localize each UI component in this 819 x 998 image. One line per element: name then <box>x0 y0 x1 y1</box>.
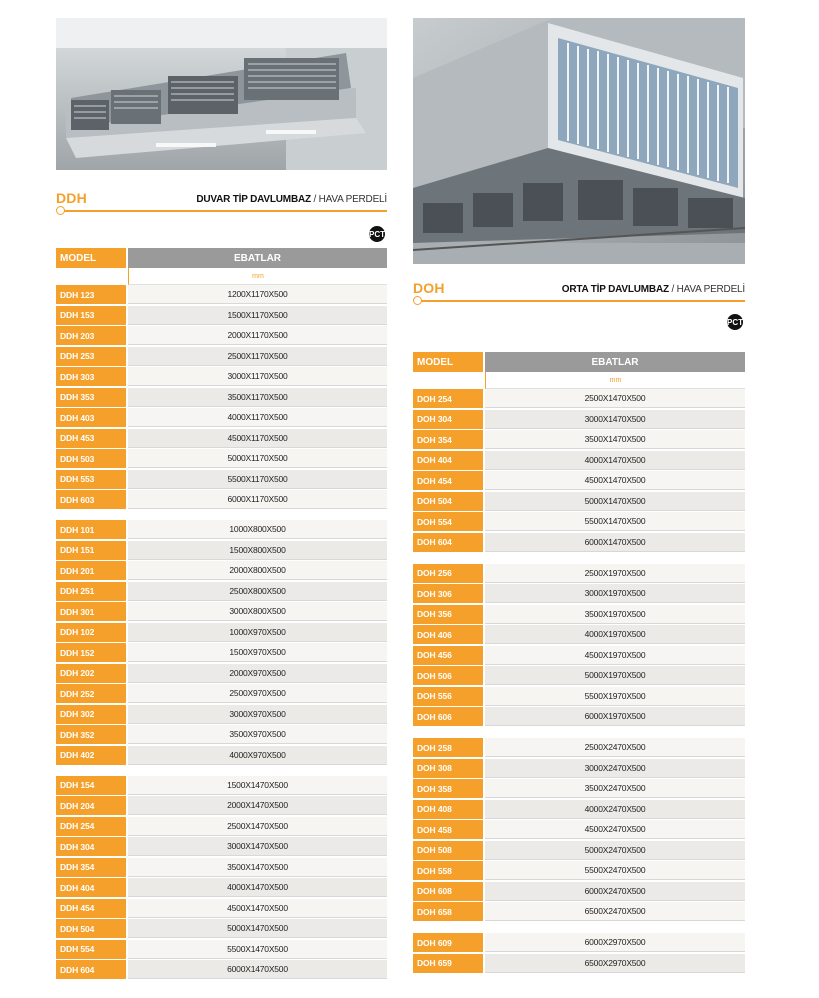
model-cell: DDH 553 <box>56 470 126 489</box>
row-group <box>413 389 745 552</box>
table-row <box>56 561 387 580</box>
section-rule <box>419 300 745 302</box>
model-column-header: MODEL <box>56 248 126 268</box>
model-cell: DDH 353 <box>56 388 126 407</box>
size-cell: 2000X1470X500 <box>128 796 387 815</box>
table-row <box>56 705 387 724</box>
model-cell: DOH 658 <box>413 902 483 921</box>
table-row <box>413 933 745 952</box>
size-cell: 4000X1470X500 <box>128 878 387 897</box>
size-cell: 6000X2470X500 <box>485 882 745 901</box>
table-row <box>413 687 745 706</box>
ddh-section-header <box>56 190 387 220</box>
size-cell: 6000X1470X500 <box>485 533 745 552</box>
size-cell: 3500X2470X500 <box>485 779 745 798</box>
table-row <box>56 541 387 560</box>
table-header <box>56 248 387 268</box>
table-row <box>413 882 745 901</box>
row-group <box>413 738 745 921</box>
table-row <box>413 820 745 839</box>
size-cell: 5500X1470X500 <box>485 512 745 531</box>
table-row <box>413 512 745 531</box>
table-row <box>413 902 745 921</box>
model-cell: DDH 102 <box>56 623 126 642</box>
model-cell: DOH 354 <box>413 430 483 449</box>
table-row <box>413 533 745 552</box>
size-cell: 4500X1970X500 <box>485 646 745 665</box>
table-row <box>56 899 387 918</box>
table-row <box>413 954 745 973</box>
table-row <box>56 520 387 539</box>
model-cell: DOH 408 <box>413 800 483 819</box>
unit-row <box>413 372 745 389</box>
model-cell: DOH 604 <box>413 533 483 552</box>
model-cell: DDH 352 <box>56 725 126 744</box>
model-cell: DDH 251 <box>56 582 126 601</box>
model-cell: DOH 356 <box>413 605 483 624</box>
size-cell: 3500X1470X500 <box>128 858 387 877</box>
size-column-header: EBATLAR <box>485 352 745 372</box>
model-cell: DDH 101 <box>56 520 126 539</box>
model-cell: DOH 458 <box>413 820 483 839</box>
model-cell: DDH 154 <box>56 776 126 795</box>
size-cell: 2000X1170X500 <box>128 326 387 345</box>
table-row <box>413 625 745 644</box>
table-row <box>413 451 745 470</box>
table-row <box>413 410 745 429</box>
model-cell: DDH 254 <box>56 817 126 836</box>
size-cell: 6000X1970X500 <box>485 707 745 726</box>
size-cell: 1000X800X500 <box>128 520 387 539</box>
model-cell: DOH 659 <box>413 954 483 973</box>
size-cell: 5000X1470X500 <box>485 492 745 511</box>
table-row <box>56 878 387 897</box>
model-cell: DDH 303 <box>56 367 126 386</box>
size-cell: 2500X1470X500 <box>485 389 745 408</box>
model-cell: DDH 402 <box>56 746 126 765</box>
size-cell: 1500X970X500 <box>128 643 387 662</box>
model-cell: DOH 508 <box>413 841 483 860</box>
table-row <box>56 746 387 765</box>
model-cell: DDH 123 <box>56 285 126 304</box>
table-row <box>413 759 745 778</box>
size-cell: 3000X970X500 <box>128 705 387 724</box>
row-group <box>56 285 387 509</box>
model-cell: DDH 554 <box>56 940 126 959</box>
row-group <box>413 564 745 727</box>
table-row <box>413 430 745 449</box>
table-row <box>56 449 387 468</box>
model-cell: DOH 358 <box>413 779 483 798</box>
table-row <box>56 940 387 959</box>
model-cell: DOH 456 <box>413 646 483 665</box>
model-cell: DDH 503 <box>56 449 126 468</box>
model-cell: DDH 253 <box>56 347 126 366</box>
model-cell: DDH 204 <box>56 796 126 815</box>
wall-hood-photo <box>56 18 387 170</box>
unit-label: mm <box>485 372 745 389</box>
size-cell: 1500X800X500 <box>128 541 387 560</box>
size-cell: 5000X1970X500 <box>485 666 745 685</box>
model-cell: DOH 608 <box>413 882 483 901</box>
size-cell: 2500X800X500 <box>128 582 387 601</box>
size-cell: 3500X970X500 <box>128 725 387 744</box>
table-row <box>413 800 745 819</box>
center-hood-photo <box>413 18 745 264</box>
model-cell: DDH 504 <box>56 919 126 938</box>
section-code: DOH <box>413 280 445 296</box>
table-row <box>413 605 745 624</box>
section-dot <box>413 296 422 305</box>
size-cell: 1500X1170X500 <box>128 306 387 325</box>
size-cell: 3500X1470X500 <box>485 430 745 449</box>
size-cell: 1500X1470X500 <box>128 776 387 795</box>
size-cell: 5500X1470X500 <box>128 940 387 959</box>
size-cell: 2500X970X500 <box>128 684 387 703</box>
doh-section-header <box>413 280 745 310</box>
model-cell: DOH 304 <box>413 410 483 429</box>
model-cell: DOH 506 <box>413 666 483 685</box>
section-dot <box>56 206 65 215</box>
size-cell: 1200X1170X500 <box>128 285 387 304</box>
table-row <box>56 306 387 325</box>
size-cell: 2500X1470X500 <box>128 817 387 836</box>
table-row <box>56 367 387 386</box>
model-cell: DOH 556 <box>413 687 483 706</box>
size-cell: 2000X800X500 <box>128 561 387 580</box>
model-cell: DOH 306 <box>413 584 483 603</box>
model-cell: DOH 254 <box>413 389 483 408</box>
model-cell: DOH 308 <box>413 759 483 778</box>
table-row <box>56 919 387 938</box>
size-cell: 3000X1470X500 <box>485 410 745 429</box>
table-row <box>56 960 387 979</box>
size-cell: 3000X800X500 <box>128 602 387 621</box>
size-cell: 4000X1470X500 <box>485 451 745 470</box>
size-cell: 1000X970X500 <box>128 623 387 642</box>
table-row <box>56 388 387 407</box>
size-cell: 5000X1170X500 <box>128 449 387 468</box>
size-column-header: EBATLAR <box>128 248 387 268</box>
size-cell: 3000X1470X500 <box>128 837 387 856</box>
model-cell: DDH 153 <box>56 306 126 325</box>
model-cell: DDH 302 <box>56 705 126 724</box>
size-cell: 6000X1470X500 <box>128 960 387 979</box>
size-cell: 2000X970X500 <box>128 664 387 683</box>
model-cell: DOH 606 <box>413 707 483 726</box>
size-cell: 4500X2470X500 <box>485 820 745 839</box>
model-cell: DOH 554 <box>413 512 483 531</box>
model-cell: DDH 151 <box>56 541 126 560</box>
model-cell: DDH 202 <box>56 664 126 683</box>
size-cell: 2500X1170X500 <box>128 347 387 366</box>
unit-row <box>56 268 387 285</box>
row-group <box>56 776 387 980</box>
size-cell: 2500X1970X500 <box>485 564 745 583</box>
table-row <box>56 817 387 836</box>
model-column-header: MODEL <box>413 352 483 372</box>
size-cell: 3500X1970X500 <box>485 605 745 624</box>
row-group <box>56 520 387 765</box>
table-row <box>413 492 745 511</box>
table-row <box>413 584 745 603</box>
table-row <box>413 666 745 685</box>
doh-size-table <box>413 352 745 974</box>
section-code: DDH <box>56 190 87 206</box>
model-cell: DDH 152 <box>56 643 126 662</box>
table-row <box>413 646 745 665</box>
table-row <box>56 582 387 601</box>
size-cell: 3000X2470X500 <box>485 759 745 778</box>
size-cell: 4500X1170X500 <box>128 429 387 448</box>
size-cell: 5000X2470X500 <box>485 841 745 860</box>
model-cell: DOH 558 <box>413 861 483 880</box>
size-cell: 4000X1170X500 <box>128 408 387 427</box>
model-cell: DDH 252 <box>56 684 126 703</box>
table-row <box>413 779 745 798</box>
table-row <box>56 776 387 795</box>
section-title: DUVAR TİP DAVLUMBAZ / HAVA PERDELİ <box>196 194 387 205</box>
ddh-size-table <box>56 248 387 981</box>
table-row <box>56 602 387 621</box>
model-cell: DDH 201 <box>56 561 126 580</box>
model-cell: DDH 403 <box>56 408 126 427</box>
table-row <box>413 841 745 860</box>
size-cell: 3500X1170X500 <box>128 388 387 407</box>
table-row <box>56 837 387 856</box>
section-title: ORTA TİP DAVLUMBAZ / HAVA PERDELİ <box>561 284 745 295</box>
model-cell: DDH 304 <box>56 837 126 856</box>
size-cell: 6500X2970X500 <box>485 954 745 973</box>
model-cell: DOH 504 <box>413 492 483 511</box>
model-cell: DDH 454 <box>56 899 126 918</box>
size-cell: 4500X1470X500 <box>485 471 745 490</box>
size-cell: 5500X1170X500 <box>128 470 387 489</box>
model-cell: DOH 404 <box>413 451 483 470</box>
table-row <box>413 564 745 583</box>
table-row <box>56 408 387 427</box>
size-cell: 4000X1970X500 <box>485 625 745 644</box>
table-row <box>56 725 387 744</box>
size-cell: 3000X1970X500 <box>485 584 745 603</box>
size-cell: 4000X970X500 <box>128 746 387 765</box>
size-cell: 3000X1170X500 <box>128 367 387 386</box>
table-row <box>56 326 387 345</box>
table-row <box>56 643 387 662</box>
model-cell: DDH 203 <box>56 326 126 345</box>
model-cell: DOH 454 <box>413 471 483 490</box>
table-row <box>413 707 745 726</box>
table-row <box>413 389 745 408</box>
size-cell: 6000X2970X500 <box>485 933 745 952</box>
size-cell: 5500X1970X500 <box>485 687 745 706</box>
size-cell: 5000X1470X500 <box>128 919 387 938</box>
table-header <box>413 352 745 372</box>
model-cell: DDH 301 <box>56 602 126 621</box>
model-cell: DDH 453 <box>56 429 126 448</box>
table-row <box>56 470 387 489</box>
model-cell: DDH 604 <box>56 960 126 979</box>
table-row <box>56 429 387 448</box>
size-cell: 4000X2470X500 <box>485 800 745 819</box>
table-row <box>413 471 745 490</box>
size-cell: 6500X2470X500 <box>485 902 745 921</box>
table-row <box>56 347 387 366</box>
table-row <box>56 285 387 304</box>
model-cell: DDH 404 <box>56 878 126 897</box>
model-cell: DOH 256 <box>413 564 483 583</box>
model-cell: DOH 609 <box>413 933 483 952</box>
model-cell: DOH 258 <box>413 738 483 757</box>
unit-label: mm <box>128 268 387 285</box>
section-rule <box>62 210 387 212</box>
size-cell: 5500X2470X500 <box>485 861 745 880</box>
row-group <box>413 933 745 973</box>
model-cell: DOH 406 <box>413 625 483 644</box>
table-row <box>56 623 387 642</box>
size-cell: 4500X1470X500 <box>128 899 387 918</box>
table-row <box>56 858 387 877</box>
table-row <box>56 490 387 509</box>
table-row <box>413 738 745 757</box>
pct-cert-icon: PCT <box>727 314 743 330</box>
table-row <box>413 861 745 880</box>
model-cell: DDH 603 <box>56 490 126 509</box>
size-cell: 2500X2470X500 <box>485 738 745 757</box>
size-cell: 6000X1170X500 <box>128 490 387 509</box>
table-row <box>56 684 387 703</box>
table-row <box>56 664 387 683</box>
table-row <box>56 796 387 815</box>
pct-cert-icon: PCT <box>369 226 385 242</box>
model-cell: DDH 354 <box>56 858 126 877</box>
